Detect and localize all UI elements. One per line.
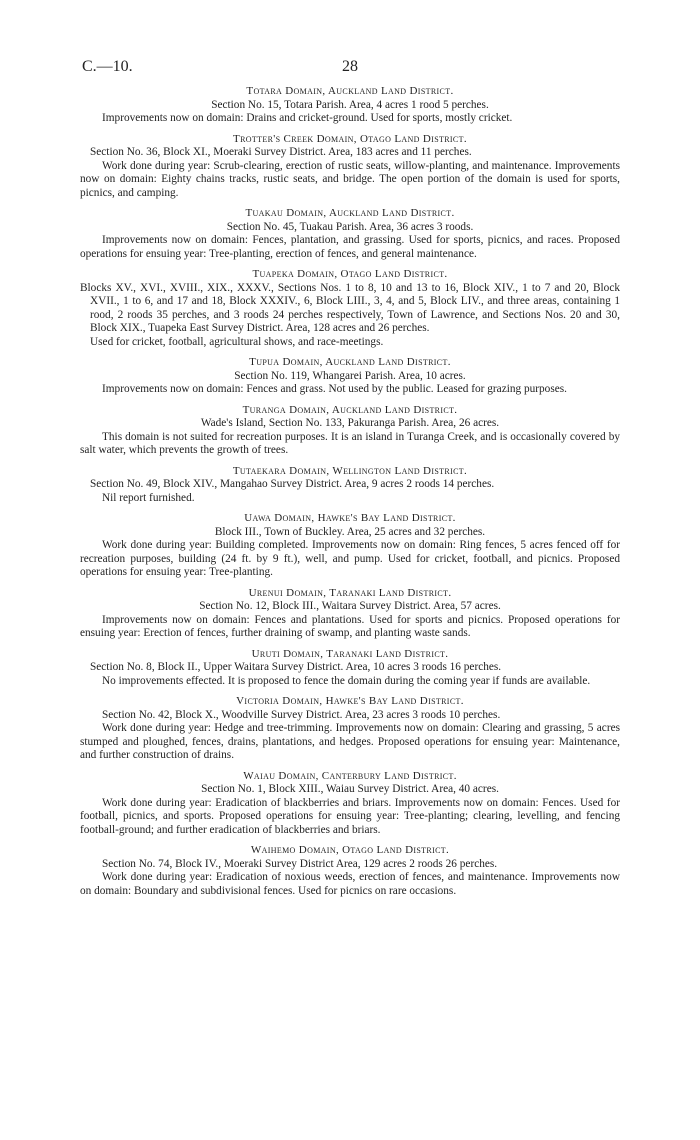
domain-heading: Waihemo Domain, Otago Land District. (250, 844, 450, 856)
domain-paragraph: No improvements effected. It is proposed to fence the domain during the coming year if funds are available. (102, 674, 591, 687)
domain-section (80, 207, 620, 261)
domain-heading: Tuapeka Domain, Otago Land District. (252, 268, 448, 280)
domain-heading: Waiau Domain, Canterbury Land District. (243, 769, 457, 782)
domain-paragraph: Blocks XV., XVI., XVIII., XIX., XXXV., Sections Nos. 1 to 8, 10 and 13 to 16, Block XIV., 1 to 7 and 20, Block XVII., 1 to 6, and 17 and 18, Block XXXIV., 6, Block LIII., 3, 4, and 5, Block LIV., and three areas, containing 1 rood, 2 roods 35 perches, and 3 roods 24 perches respectively, Town of Lawrence, and Sections Nos. 20 and 30, Block XIX., Tuapeka East Survey District. Area, 128 acres and 26 perches. (80, 281, 620, 334)
domain-paragraph: Section No. 119, Whangarei Parish. Area, 10 acres. (234, 369, 466, 382)
domain-section (80, 465, 620, 506)
domain-paragraph: Section No. 15, Totara Parish. Area, 4 acres 1 rood 5 perches. (211, 98, 489, 111)
domain-heading: Uruti Domain, Taranaki Land District. (251, 647, 449, 660)
domain-paragraph: Section No. 45, Tuakau Parish. Area, 36 acres 3 roods. (226, 220, 474, 233)
domain-section (80, 695, 620, 763)
domain-heading: Uawa Domain, Hawke's Bay Land District. (244, 512, 456, 524)
document-reference: C.—10. (82, 58, 133, 75)
domain-heading: Victoria Domain, Hawke's Bay Land District. (236, 695, 464, 707)
domain-paragraph: Improvements now on domain: Fences, plantation, and grassing. Used for sports, picnics, and races. Proposed operations for ensuing year: Tree-planting, erection of fences, and general maintenance. (80, 234, 620, 260)
document-body (80, 85, 620, 905)
domain-paragraph: Used for cricket, football, agricultural shows, and race-meetings. (90, 335, 384, 348)
domain-section (80, 648, 620, 689)
domain-heading: Totara Domain, Auckland Land District. (246, 85, 454, 97)
domain-paragraph: Section No. 36, Block XI., Moeraki Survey District. Area, 183 acres and 11 perches. (90, 146, 472, 158)
domain-paragraph: Work done during year: Hedge and tree-trimming. Improvements now on domain: Clearing and grassing, 5 acres stumped and ploughed, fences, drains, plantations, and hedges. Proposed operations for ensuing year: Maintenance, and further construction of drains. (80, 722, 620, 761)
domain-section (80, 268, 620, 349)
domain-paragraph: Work done during year: Building completed. Improvements now on domain: Ring fences, 5 acres fenced off for recreation purposes, building (24 ft. by 9 ft.), well, and pump. Used for cricket, football, and picnics. Proposed operations for ensuing year: Tree-planting. (80, 539, 620, 578)
page-number: 28 (342, 58, 358, 75)
domain-heading: Tuakau Domain, Auckland Land District. (245, 207, 455, 219)
domain-paragraph: Improvements now on domain: Fences and plantations. Used for sports and picnics. Proposed operations for ensuing year: Erection of fences, further draining of swamp, and planting waste sands. (80, 613, 620, 639)
domain-section (80, 587, 620, 641)
domain-paragraph: Wade's Island, Section No. 133, Pakuranga Parish. Area, 26 acres. (200, 417, 500, 429)
domain-paragraph: Work done during year: Eradication of noxious weeds, erection of fences, and maintenance. Improvements now on domain: Boundary and subdivisional fences. Used for picnics on rare occasions. (80, 871, 620, 897)
domain-paragraph: Nil report furnished. (102, 491, 195, 504)
domain-paragraph: Section No. 49, Block XIV., Mangahao Survey District. Area, 9 acres 2 roods 14 perches. (90, 478, 495, 490)
domain-paragraph: Section No. 42, Block X., Woodville Survey District. Area, 23 acres 3 roods 10 perches. (102, 708, 501, 721)
domain-heading: Tupua Domain, Auckland Land District. (249, 356, 451, 368)
domain-section (80, 512, 620, 580)
domain-paragraph: Work done during year: Scrub-clearing, erection of rustic seats, willow-planting, and maintenance. Improvements now on domain: Eighty chains tracks, rustic seats, and bridge. The open portion of the domain is used for sports, picnics, and camping. (80, 159, 620, 199)
domain-paragraph: Work done during year: Eradication of blackberries and briars. Improvements now on domain: Fences. Used for football, picnics, and sports. Proposed operations for ensuing year: Tree-planting; clearing, levelling, and fencing football-ground; and further eradication of blackberries and briars. (80, 796, 620, 836)
domain-paragraph: Block III., Town of Buckley. Area, 25 acres and 32 perches. (214, 525, 486, 538)
domain-heading: Turanga Domain, Auckland Land District. (242, 403, 458, 416)
domain-paragraph: Section No. 8, Block II., Upper Waitara Survey District. Area, 10 acres 3 roods 16 perches. (90, 661, 502, 673)
domain-section (80, 404, 620, 458)
domain-paragraph: Improvements now on domain: Drains and cricket-ground. Used for sports, mostly cricket. (102, 112, 513, 124)
domain-paragraph: Improvements now on domain: Fences and grass. Not used by the public. Leased for grazing purposes. (102, 383, 567, 395)
domain-heading: Tutaekara Domain, Wellington Land District. (232, 464, 468, 477)
domain-section (80, 356, 620, 397)
domain-heading: Urenui Domain, Taranaki Land District. (248, 586, 452, 599)
domain-paragraph: Section No. 12, Block III., Waitara Survey District. Area, 57 acres. (199, 600, 501, 612)
domain-section (80, 770, 620, 838)
domain-section (80, 844, 620, 898)
domain-section (80, 85, 620, 126)
domain-paragraph: Section No. 1, Block XIII., Waiau Survey District. Area, 40 acres. (201, 783, 499, 795)
domain-section (80, 133, 620, 201)
domain-paragraph: Section No. 74, Block IV., Moeraki Survey District Area, 129 acres 2 roods 26 perches. (102, 857, 498, 870)
domain-paragraph: This domain is not suited for recreation purposes. It is an island in Turanga Creek, and is occasionally covered by salt water, which prevents the growth of trees. (80, 430, 620, 456)
domain-heading: Trotter's Creek Domain, Otago Land District. (233, 132, 467, 145)
